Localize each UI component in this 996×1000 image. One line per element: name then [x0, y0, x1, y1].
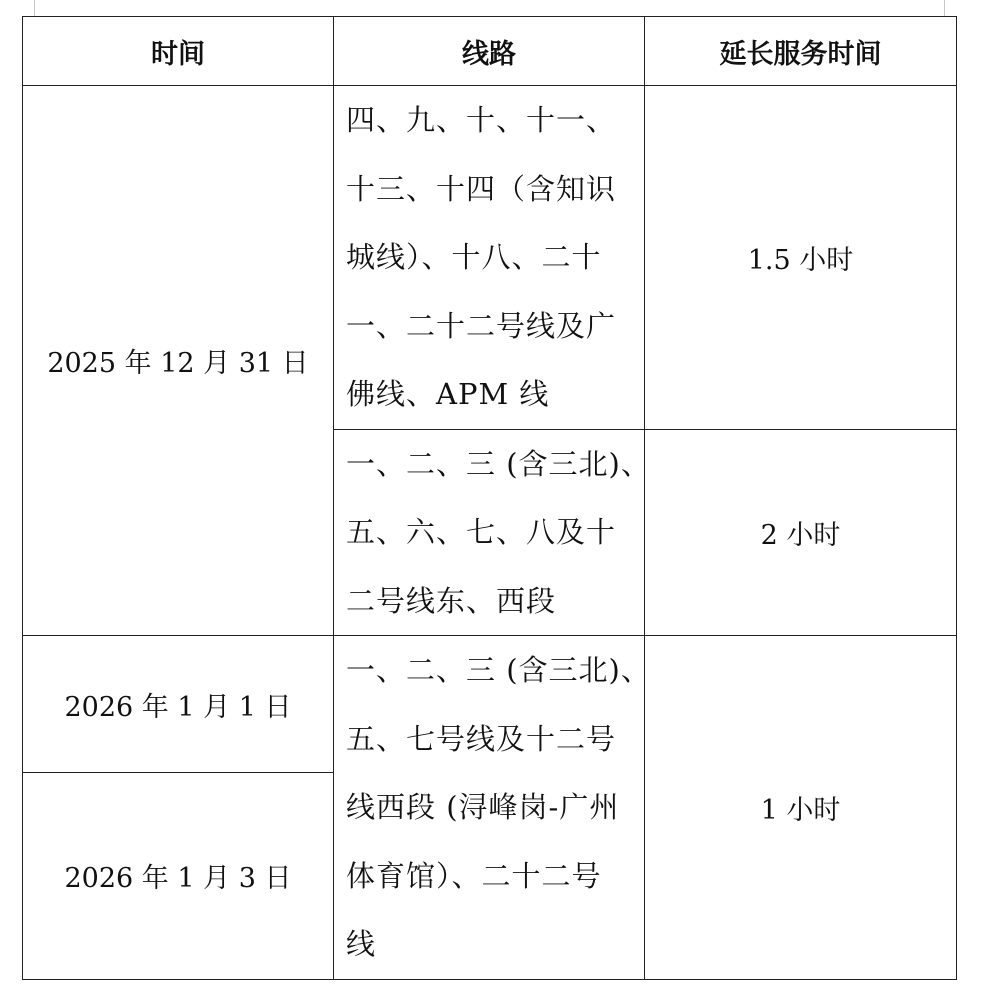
routes-line: 一、二、三 (含三北)、: [346, 653, 651, 687]
routes-line: 一、二、三 (含三北)、: [346, 446, 651, 481]
date-cell: 2025 年 12 月 31 日: [23, 86, 334, 636]
date-cell: 2026 年 1 月 3 日: [23, 773, 334, 979]
extension-cell: 1 小时: [645, 636, 957, 980]
table-row: [23, 86, 957, 430]
routes-line: 二号线东、西段: [346, 583, 557, 618]
routes-line: 一、二十二号线及广: [346, 308, 617, 343]
routes-line: 线西段 (浔峰岗-广州: [346, 790, 620, 824]
routes-line: 四、九、十、十一、: [346, 103, 617, 137]
routes-cell: [334, 429, 651, 636]
header-routes: 线路: [334, 17, 645, 86]
routes-line: 体育馆）、二十二号: [346, 858, 602, 893]
routes-line: 城线）、十八、二十: [346, 240, 602, 274]
routes-line: 五、七号线及十二号: [346, 721, 617, 756]
routes-line: 五、六、七、八及十: [346, 515, 617, 549]
extension-cell: 2 小时: [645, 429, 957, 636]
page-edge-right: [944, 0, 945, 16]
extension-cell: 1.5 小时: [645, 86, 957, 430]
routes-line: 线: [346, 927, 377, 961]
routes-cell: [334, 86, 645, 430]
header-extension: 延长服务时间: [645, 17, 957, 86]
routes-cell: [334, 636, 651, 980]
header-row: [23, 17, 957, 86]
header-time: 时间: [23, 17, 334, 86]
table-row: [23, 636, 957, 773]
page-edge-left: [34, 0, 35, 16]
date-cell: 2026 年 1 月 1 日: [23, 636, 334, 773]
extended-service-table: [22, 16, 957, 980]
routes-line: 十三、十四（含知识: [346, 171, 617, 206]
routes-line: 佛线、APM 线: [346, 377, 550, 411]
